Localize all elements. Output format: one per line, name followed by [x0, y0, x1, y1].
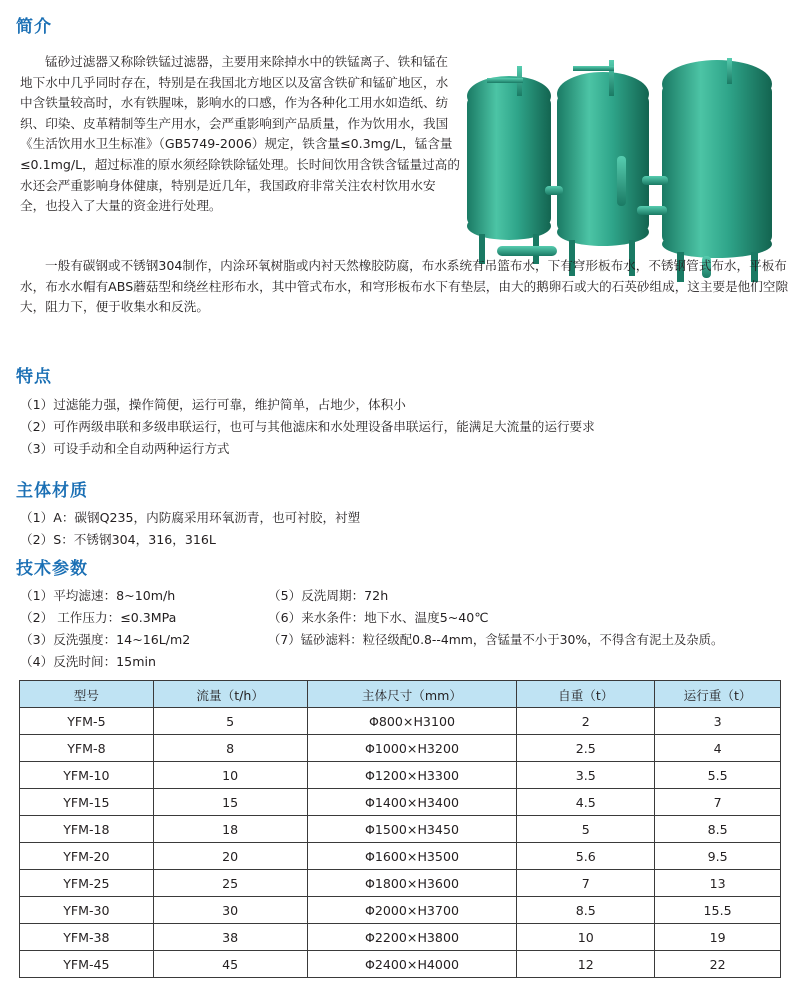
tech-param: （1）平均滤速：8~10m/h	[20, 588, 176, 603]
table-cell: 5.6	[517, 843, 655, 870]
table-cell: YFM-15	[20, 789, 154, 816]
table-cell: 7	[517, 870, 655, 897]
table-cell: YFM-8	[20, 735, 154, 762]
table-cell: 3	[655, 708, 781, 735]
table-cell: YFM-18	[20, 816, 154, 843]
table-cell: 20	[153, 843, 307, 870]
table-cell: 10	[517, 924, 655, 951]
tech-param: （5）反洗周期：72h	[268, 588, 389, 603]
tech-param: （6）来水条件：地下水、温度5~40℃	[268, 610, 489, 625]
tech-param: （2） 工作压力：≤0.3MPa	[20, 610, 177, 625]
table-cell: 45	[153, 951, 307, 978]
material-item: （1）A：碳钢Q235，内防腐采用环氧沥青，也可衬胶，衬塑	[20, 510, 361, 525]
column-header: 流量（t/h）	[153, 681, 307, 708]
tech-heading: 技术参数	[16, 559, 88, 579]
table-cell: 3.5	[517, 762, 655, 789]
table-cell: 2.5	[517, 735, 655, 762]
table-cell: 4.5	[517, 789, 655, 816]
table-cell: Φ1000×H3200	[307, 735, 517, 762]
tank-medium	[557, 60, 649, 276]
table-cell: YFM-20	[20, 843, 154, 870]
intro-paragraph: 锰砂过滤器又称除铁锰过滤器，主要用来除掉水中的铁锰离子、铁和锰在地下水中几乎同时存在，特别是在我国北方地区以及富含铁矿和锰矿地区，水中含铁量较高时，水有铁腥味，影响水的口感，作为各种化工用水如造纸、纺织、印染、皮革精制等生产用水，会严重影响到产品质量，作为饮用水，我国《生活饮用水卫生标准》（GB5749-2006）规定，铁含量≤0.3mg/L，锰含量≤0.1mg/L，超过标准的原水须经除铁除锰处理。长时间饮用含铁含锰量过高的水还会严重影响身体健康，特别是近几年，我国政府非常关注农村饮用水安全，也投入了大量的资金进行处理。	[20, 54, 460, 214]
table-cell: 13	[655, 870, 781, 897]
table-cell: YFM-30	[20, 897, 154, 924]
tank-small	[467, 66, 551, 264]
spec-table	[19, 680, 781, 978]
table-cell: Φ1600×H3500	[307, 843, 517, 870]
tank-large	[662, 58, 772, 282]
column-header: 主体尺寸（mm）	[307, 681, 517, 708]
table-cell: 22	[655, 951, 781, 978]
table-row	[20, 951, 781, 978]
table-cell: Φ1800×H3600	[307, 870, 517, 897]
column-header: 自重（t）	[517, 681, 655, 708]
table-cell: Φ1500×H3450	[307, 816, 517, 843]
table-row	[20, 843, 781, 870]
intro-paragraph-2: 一般有碳钢或不锈钢304制作，内涂环氧树脂或内衬天然橡胶防腐，布水系统有吊篮布水，下有穹形板布水，不锈钢管式布水，平板布水，布水水帽有ABS蘑菇型和绕丝柱形布水，其中管式布水，和穹形板布水下有垫层，由大的鹅卵石或大的石英砂组成，这主要是他们空隙大，阻力下，便于收集水和反洗。	[20, 258, 789, 315]
table-row	[20, 924, 781, 951]
column-header: 型号	[20, 681, 154, 708]
table-cell: 8.5	[517, 897, 655, 924]
table-cell: 15.5	[655, 897, 781, 924]
table-cell: 30	[153, 897, 307, 924]
filter-tanks-photo-icon	[457, 56, 787, 286]
features-heading: 特点	[16, 367, 52, 387]
table-cell: 8.5	[655, 816, 781, 843]
table-cell: 15	[153, 789, 307, 816]
table-cell: 19	[655, 924, 781, 951]
table-row	[20, 897, 781, 924]
tech-param: （4）反洗时间：15min	[20, 654, 156, 669]
table-cell: 5.5	[655, 762, 781, 789]
table-cell: 4	[655, 735, 781, 762]
table-cell: 9.5	[655, 843, 781, 870]
feature-item: （1）过滤能力强，操作简便，运行可靠，维护简单，占地少，体积小	[20, 397, 406, 412]
table-cell: 8	[153, 735, 307, 762]
table-cell: 5	[153, 708, 307, 735]
table-cell: YFM-5	[20, 708, 154, 735]
table-row	[20, 870, 781, 897]
table-cell: 18	[153, 816, 307, 843]
table-cell: 38	[153, 924, 307, 951]
table-cell: Φ800×H3100	[307, 708, 517, 735]
table-cell: 7	[655, 789, 781, 816]
table-cell: 2	[517, 708, 655, 735]
table-cell: Φ2000×H3700	[307, 897, 517, 924]
table-row	[20, 735, 781, 762]
table-row	[20, 789, 781, 816]
feature-item: （3）可设手动和全自动两种运行方式	[20, 441, 230, 456]
feature-item: （2）可作两级串联和多级串联运行，也可与其他滤床和水处理设备串联运行，能满足大流量的运行要求	[20, 419, 595, 434]
material-item: （2）S：不锈钢304，316，316L	[20, 532, 216, 547]
materials-heading: 主体材质	[16, 481, 88, 501]
table-row	[20, 816, 781, 843]
tech-param: （7）锰砂滤料：粒径级配0.8--4mm，含锰量不小于30%，不得含有泥土及杂质。	[268, 632, 724, 647]
table-cell: YFM-45	[20, 951, 154, 978]
table-cell: Φ1400×H3400	[307, 789, 517, 816]
table-cell: Φ2200×H3800	[307, 924, 517, 951]
table-header-row	[20, 681, 781, 708]
table-row	[20, 762, 781, 789]
table-row	[20, 708, 781, 735]
table-cell: 10	[153, 762, 307, 789]
table-cell: YFM-25	[20, 870, 154, 897]
tech-param: （3）反洗强度：14~16L/m2	[20, 632, 191, 647]
table-cell: YFM-10	[20, 762, 154, 789]
table-cell: 5	[517, 816, 655, 843]
table-cell: 25	[153, 870, 307, 897]
intro-heading: 简介	[16, 17, 52, 37]
column-header: 运行重（t）	[655, 681, 781, 708]
table-cell: Φ2400×H4000	[307, 951, 517, 978]
table-cell: YFM-38	[20, 924, 154, 951]
table-cell: 12	[517, 951, 655, 978]
table-cell: Φ1200×H3300	[307, 762, 517, 789]
